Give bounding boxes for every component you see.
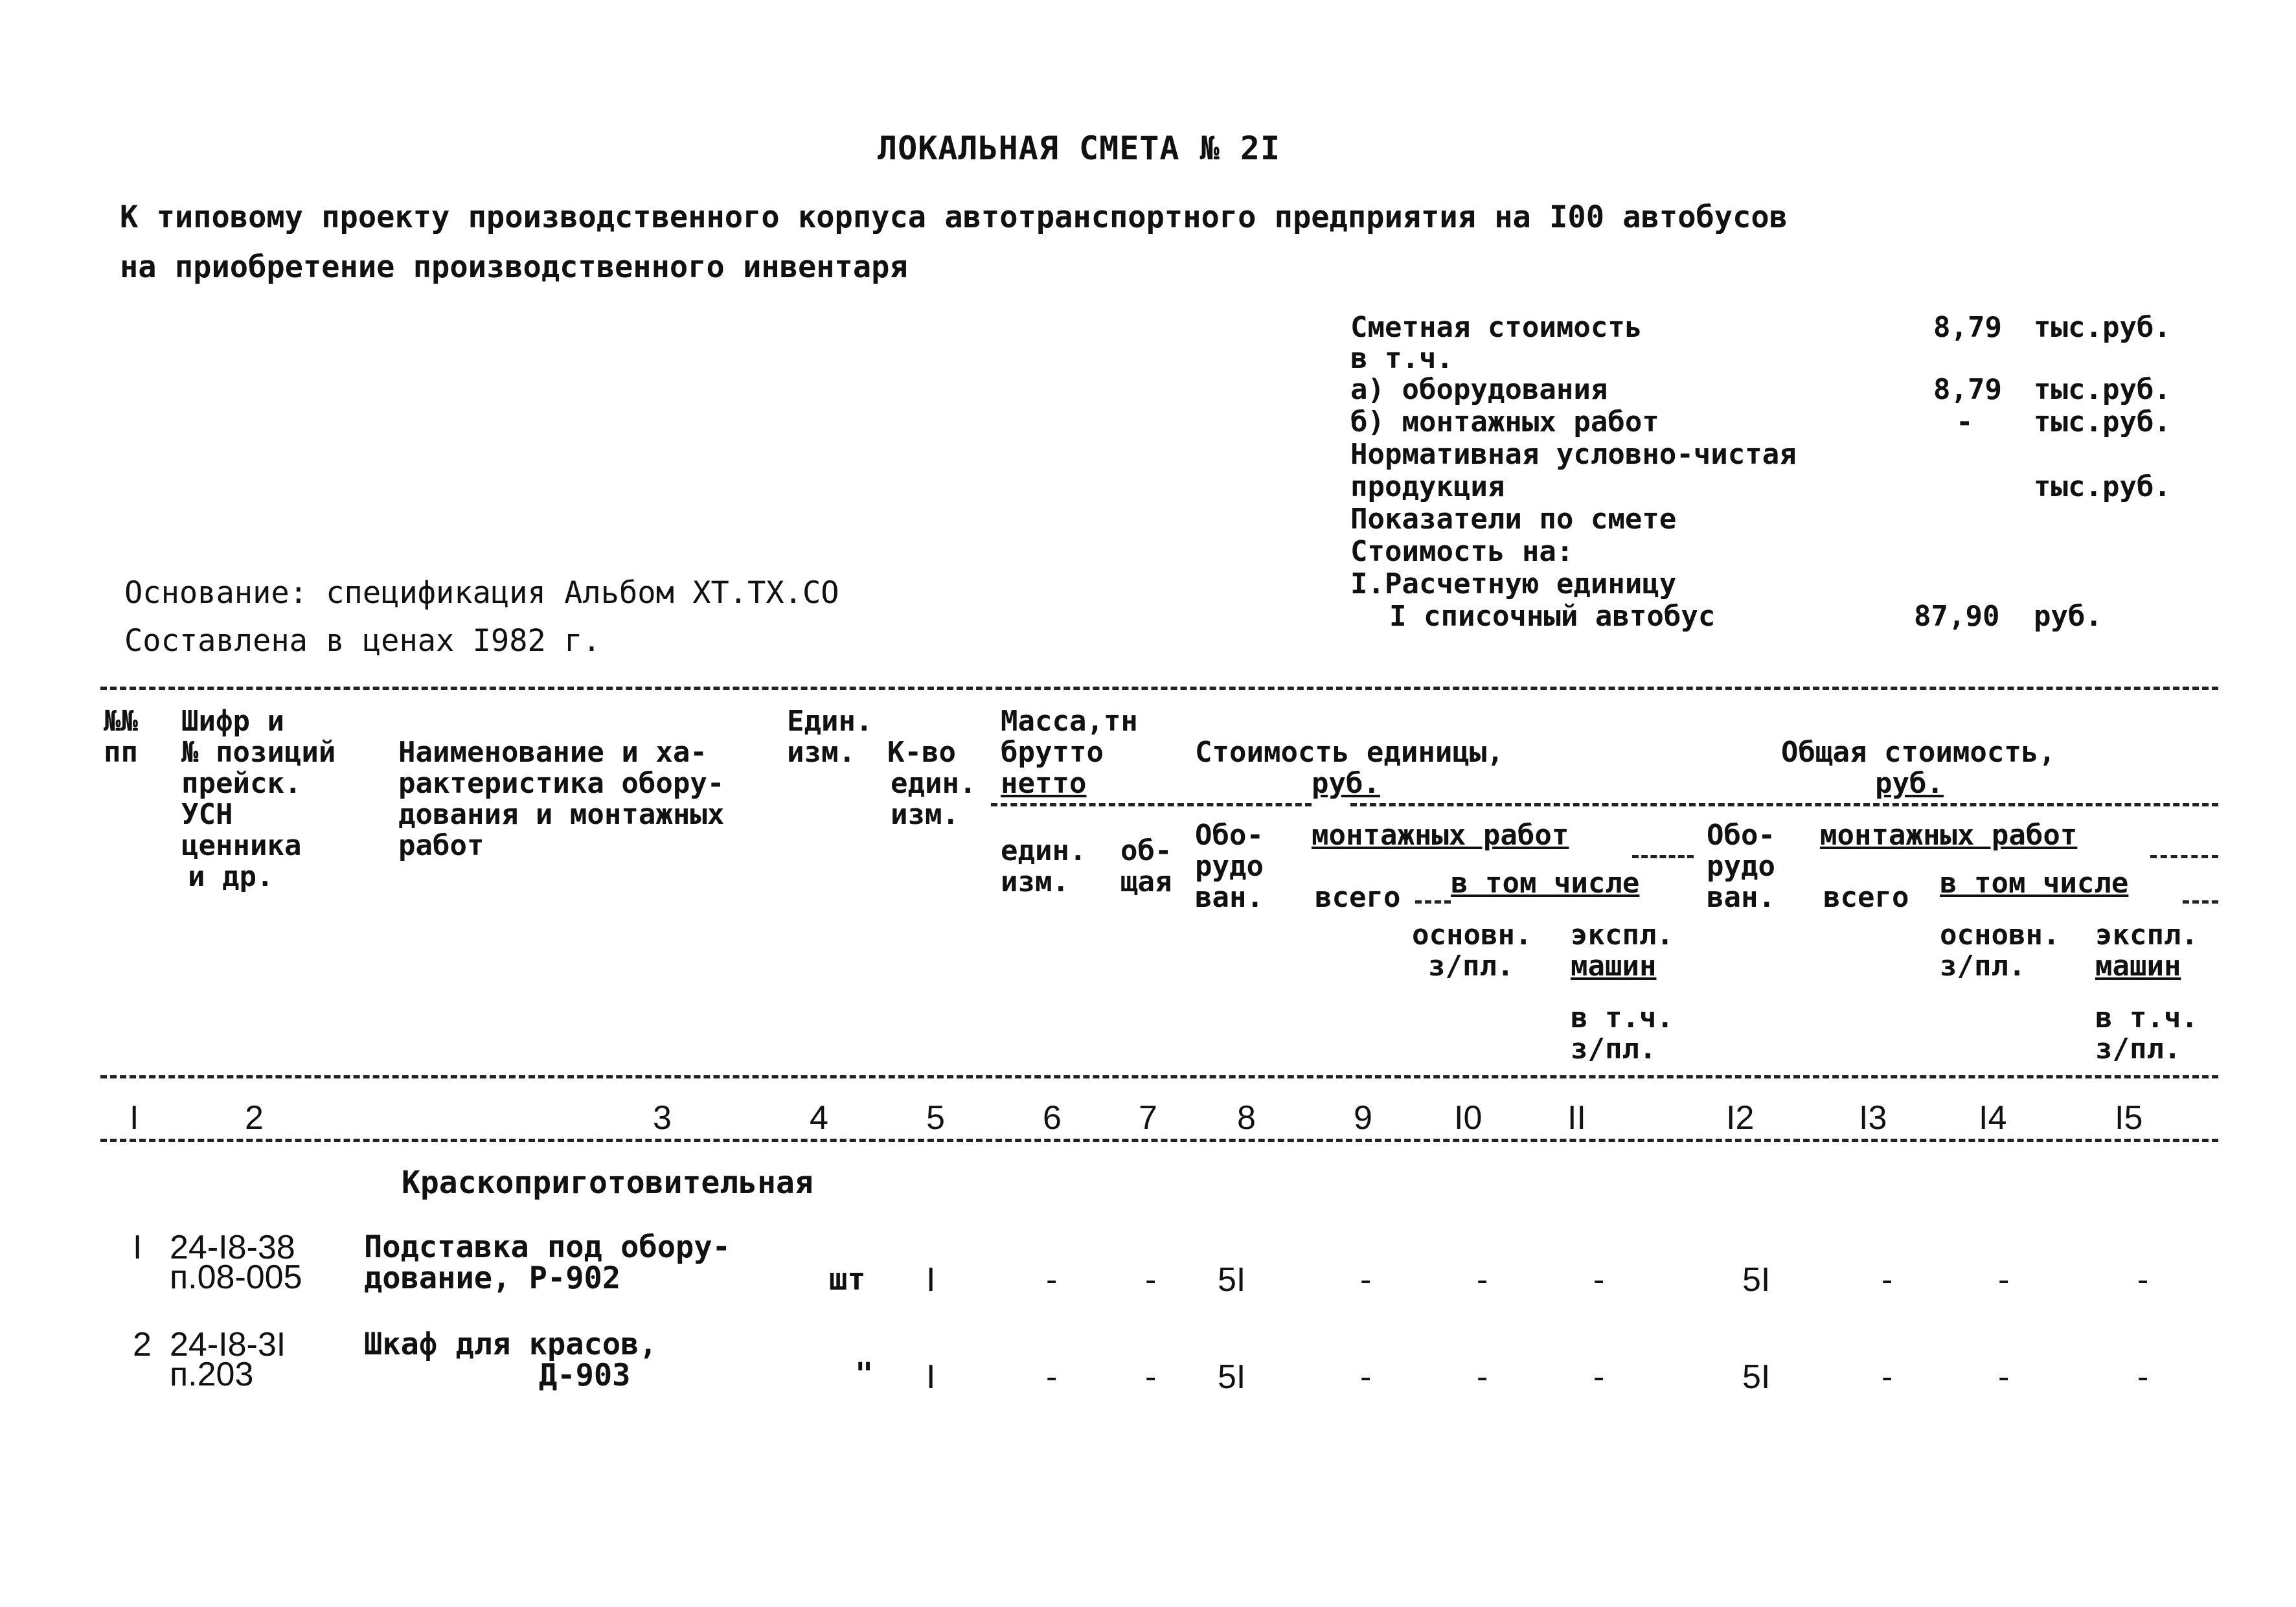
row1-mass-total: - [1145,1261,1157,1299]
summary-bus-unit: руб. [2034,600,2102,633]
summary-estimated-unit: тыс.руб. [2034,311,2171,344]
summary-bus-value: 87,90 [1914,600,2000,633]
row2-machines: - [1593,1358,1605,1396]
colnum-15: I5 [2115,1099,2143,1137]
colnum-11: II [1567,1099,1586,1137]
summary-estimated-label: Сметная стоимость [1350,311,1642,344]
row1-install-total-all: - [1881,1261,1893,1299]
summary-installation-value: - [1956,405,1973,439]
hdr-name-2: рактеристика обору- [398,767,725,800]
total-install-subrule [2150,855,2218,858]
hdr-machines-2: машин [1571,950,1657,983]
section-title: Краскоприготовительная [402,1165,813,1201]
hdr-mass-total-1: об- [1120,834,1172,867]
hdr-code-6: и др. [188,860,274,893]
hdr-mass-unit-1: един. [1001,834,1087,867]
total-incl-subrule [2183,900,2218,904]
hdr-name-4: работ [398,829,484,862]
row1-machines: - [1593,1261,1605,1299]
hdr-num-1: №№ [104,705,138,738]
summary-equipment-unit: тыс.руб. [2034,373,2171,406]
row1-num: I [133,1229,142,1266]
colnum-7: 7 [1139,1099,1157,1137]
document-basis: Основание: спецификация Альбом ХТ.ТХ.СО [124,575,839,611]
row1-qty: I [926,1261,936,1299]
hdr-qty-2: един. [891,767,977,800]
document-subtitle-line2: на приобретение производственного инвентаря [120,249,908,285]
colnum-3: 3 [653,1099,672,1137]
row2-name-1: Шкаф для красов, [364,1327,657,1362]
mass-subrule [991,803,1312,806]
hdr-basic-wage-2: з/пл. [1428,950,1514,983]
summary-indicators-label: Показатели по смете [1350,503,1677,536]
hdr-total-basic-wage-2: з/пл. [1940,950,2026,983]
row1-name-1: Подставка под обору- [364,1229,731,1265]
hdr-machines-wage-2: з/пл. [1571,1032,1657,1066]
row1-name-2: дование, Р-902 [364,1260,621,1296]
header-top-rule [100,687,2218,690]
row2-install-total: - [1360,1358,1372,1396]
row2-install-total-all: - [1881,1358,1893,1396]
hdr-equip-total-2: рудо [1707,850,1775,883]
summary-cost-on-label: Стоимость на: [1350,535,1574,568]
hdr-code-2: № позиций [181,736,336,769]
hdr-unit-cost-rub: руб. [1312,767,1380,800]
row1-code-1: 24-I8-38 [170,1229,295,1266]
row2-qty: I [926,1358,936,1396]
hdr-install-total: всего [1315,881,1401,914]
summary-equipment-value: 8,79 [1933,373,2002,406]
row2-code-2: п.203 [170,1356,254,1393]
row2-basic-wage-all: - [1998,1358,2010,1396]
row2-basic-wage: - [1477,1358,1488,1396]
row1-unit: шт [829,1262,866,1297]
document-title: ЛОКАЛЬНАЯ СМЕТА № 2I [878,130,1281,167]
colnum-2: 2 [245,1099,264,1137]
colnum-5: 5 [926,1099,945,1137]
hdr-num-2: пп [104,736,138,769]
row1-equip-total: 5I [1742,1261,1771,1299]
hdr-unit-cost: Стоимость единицы, [1195,736,1504,769]
hdr-mass-2: брутто [1001,736,1104,769]
hdr-machines-1: экспл. [1571,918,1674,952]
hdr-name-1: Наименование и ха- [398,736,707,769]
hdr-total-install-incl: в том числе [1940,867,2129,900]
hdr-total-machines-wage-2: з/пл. [2095,1032,2181,1066]
row1-code-2: п.08-005 [170,1259,302,1296]
hdr-install-incl: в том числе [1451,867,1640,900]
hdr-machines-wage-1: в т.ч. [1571,1001,1674,1034]
colnum-8: 8 [1237,1099,1256,1137]
colnum-10: I0 [1454,1099,1483,1137]
row1-machines-all: - [2137,1261,2149,1299]
unit-cost-subrule [1350,803,2218,806]
hdr-name-3: дования и монтажных [398,798,725,831]
hdr-code-3: прейск. [181,767,302,800]
summary-normative-label-1: Нормативная условно-чистая [1350,438,1797,471]
hdr-equip-1: Обо- [1195,819,1264,852]
hdr-equip-3: ван. [1195,881,1264,914]
hdr-mass-unit-2: изм. [1001,865,1069,898]
colnum-4: 4 [810,1099,828,1137]
hdr-install-works: монтажных работ [1312,819,1569,852]
summary-unit-label: I.Расчетную единицу [1350,567,1677,600]
hdr-total-machines-1: экспл. [2095,918,2198,952]
row2-machines-all: - [2137,1358,2149,1396]
hdr-unit-2: изм. [787,736,856,769]
row2-code-1: 24-I8-3I [170,1326,286,1363]
row1-install-total: - [1360,1261,1372,1299]
hdr-total-machines-wage-1: в т.ч. [2095,1001,2198,1034]
hdr-total-basic-wage-1: основн. [1940,918,2060,952]
hdr-total-install-total: всего [1823,881,1909,914]
hdr-mass-3: нетто [1001,767,1087,800]
colnum-1: I [130,1099,139,1137]
hdr-code-5: ценника [181,829,302,862]
row2-mass-total: - [1145,1358,1157,1396]
row2-unit: " [855,1356,874,1392]
summary-estimated-value: 8,79 [1933,311,2002,344]
unit-install-subrule [1632,855,1694,858]
colnum-12: I2 [1726,1099,1755,1137]
summary-normative-unit: тыс.руб. [2034,470,2171,503]
hdr-equip-total-3: ван. [1707,881,1775,914]
hdr-mass-total-2: щая [1120,865,1172,898]
hdr-total-install-works: монтажных работ [1820,819,2078,852]
row2-name-2: Д-903 [539,1358,631,1393]
summary-normative-label-2: продукция [1350,470,1505,503]
row2-mass-unit: - [1046,1358,1058,1396]
hdr-code-1: Шифр и [181,705,284,738]
summary-installation-unit: тыс.руб. [2034,405,2171,439]
row1-basic-wage: - [1477,1261,1488,1299]
summary-bus-label: I списочный автобус [1389,600,1716,633]
unit-incl-subrule [1415,900,1451,904]
row2-num: 2 [133,1326,152,1363]
hdr-total-machines-2: машин [2095,950,2181,983]
hdr-qty-1: К-во [887,736,956,769]
colnum-14: I4 [1979,1099,2007,1137]
row1-mass-unit: - [1046,1261,1058,1299]
summary-installation-label: б) монтажных работ [1350,405,1659,439]
colnum-9: 9 [1354,1099,1372,1137]
summary-equipment-label: а) оборудования [1350,373,1608,406]
colnum-rule [100,1139,2218,1142]
hdr-total-cost: Общая стоимость, [1781,736,2056,769]
hdr-equip-total-1: Обо- [1707,819,1775,852]
document-prices: Составлена в ценах I982 г. [124,623,601,659]
hdr-mass-1: Масса,тн [1001,705,1138,738]
hdr-unit-1: Един. [787,705,873,738]
row1-basic-wage-all: - [1998,1261,2010,1299]
hdr-total-cost-rub: руб. [1875,767,1944,800]
row2-equip-total: 5I [1742,1358,1771,1396]
header-bottom-rule [100,1075,2218,1078]
colnum-6: 6 [1043,1099,1062,1137]
summary-including-label: в т.ч. [1350,342,1453,375]
row1-equip-cost: 5I [1218,1261,1246,1299]
row2-equip-cost: 5I [1218,1358,1246,1396]
hdr-basic-wage-1: основн. [1412,918,1532,952]
hdr-equip-2: рудо [1195,850,1264,883]
colnum-13: I3 [1859,1099,1887,1137]
hdr-code-4: УСН [181,798,233,831]
document-subtitle-line1: К типовому проекту производственного корпуса автотранспортного предприятия на I00 автобусов [120,199,1788,235]
hdr-qty-3: изм. [891,798,959,831]
